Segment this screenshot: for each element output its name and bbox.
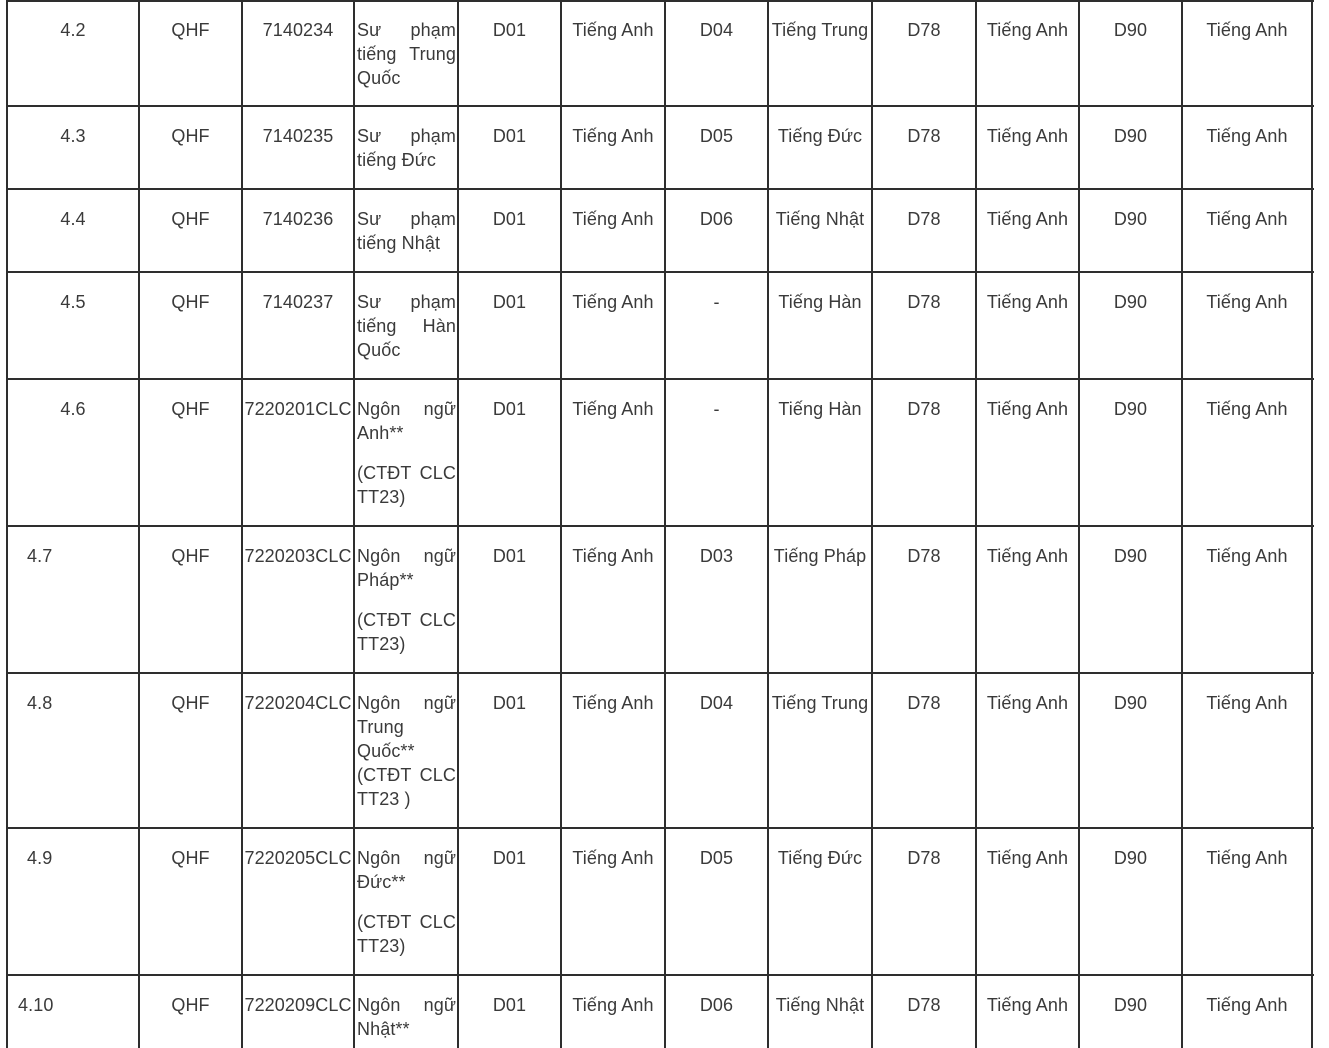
cell-combo-4: D90	[1113, 693, 1148, 713]
cell-subject-3: Tiếng Anh	[986, 399, 1069, 419]
cell-combo-4: D90	[1113, 126, 1148, 146]
cell-stt: 4.8	[27, 693, 53, 713]
cell-subject-4: Tiếng Anh	[1206, 126, 1288, 146]
table-column-border	[1181, 0, 1183, 1048]
cell-subject-4: Tiếng Anh	[1206, 20, 1288, 40]
cell-combo-2: D06	[699, 995, 734, 1015]
cell-subject-3: Tiếng Anh	[986, 995, 1069, 1015]
cell-subject-2: Tiếng Pháp	[773, 546, 867, 566]
cell-combo-2: -	[713, 399, 720, 419]
table-column-border	[975, 0, 977, 1048]
cell-subject-4: Tiếng Anh	[1206, 848, 1288, 868]
cell-combo-3: D78	[907, 126, 941, 146]
cell-combo-1: D01	[492, 546, 527, 566]
cell-combo-1: D01	[492, 126, 527, 146]
cell-combo-1: D01	[492, 399, 527, 419]
cell-subject-2: Tiếng Đức	[777, 126, 863, 146]
major-name-text: Sư phạm tiếng Nhật	[357, 209, 456, 253]
table-row-border	[7, 0, 1314, 2]
table-row-border	[7, 378, 1314, 380]
cell-combo-3: D78	[907, 399, 941, 419]
cell-combo-3: D78	[907, 995, 941, 1015]
cell-major-code: 7140234	[262, 20, 334, 40]
major-name-text: (CTĐT CLC TT23)	[357, 912, 456, 956]
cell-subject-2: Tiếng Trung	[771, 693, 869, 713]
cell-combo-1: D01	[492, 20, 527, 40]
cell-major-name	[357, 691, 456, 811]
cell-stt: 4.2	[60, 20, 86, 40]
table-column-border	[664, 0, 666, 1048]
cell-combo-3: D78	[907, 20, 941, 40]
cell-subject-3: Tiếng Anh	[986, 209, 1069, 229]
cell-combo-1: D01	[492, 995, 527, 1015]
cell-combo-1: D01	[492, 848, 527, 868]
cell-subject-4: Tiếng Anh	[1206, 995, 1288, 1015]
table-column-border	[767, 0, 769, 1048]
cell-combo-1: D01	[492, 209, 527, 229]
cell-combo-3: D78	[907, 693, 941, 713]
cell-major-name	[357, 124, 456, 172]
cell-subject-4: Tiếng Anh	[1206, 209, 1288, 229]
cell-subject-3: Tiếng Anh	[986, 848, 1069, 868]
cell-subject-3: Tiếng Anh	[986, 292, 1069, 312]
table-column-border	[6, 0, 8, 1048]
cell-combo-4: D90	[1113, 546, 1148, 566]
cell-major-name	[357, 290, 456, 362]
cell-major-code: 7220201CLC	[244, 399, 352, 419]
cell-stt: 4.4	[60, 209, 86, 229]
major-name-text: Ngôn ngữ Pháp**	[357, 546, 456, 590]
cell-major-code: 7220205CLC	[244, 848, 352, 868]
cell-stt: 4.9	[27, 848, 53, 868]
table-column-border	[241, 0, 243, 1048]
table-row-border	[7, 827, 1314, 829]
cell-major-name	[357, 846, 456, 958]
cell-subject-1: Tiếng Anh	[572, 20, 654, 40]
table-row-border	[7, 525, 1314, 527]
table-column-border	[457, 0, 459, 1048]
table-column-border	[138, 0, 140, 1048]
cell-combo-2: D06	[699, 209, 734, 229]
cell-major-name	[357, 544, 456, 656]
cell-school-code: QHF	[171, 209, 210, 229]
cell-subject-3: Tiếng Anh	[986, 20, 1069, 40]
cell-school-code: QHF	[171, 126, 210, 146]
cell-school-code: QHF	[171, 848, 210, 868]
cell-school-code: QHF	[171, 693, 210, 713]
cell-subject-2: Tiếng Trung	[771, 20, 869, 40]
cell-major-name	[357, 18, 456, 90]
major-name-text: Ngôn ngữ Đức**	[357, 848, 456, 892]
table-column-border	[1078, 0, 1080, 1048]
cell-combo-4: D90	[1113, 399, 1148, 419]
cell-stt: 4.5	[60, 292, 86, 312]
cell-combo-4: D90	[1113, 209, 1148, 229]
cell-subject-1: Tiếng Anh	[572, 848, 654, 868]
major-name-text: Sư phạm tiếng Hàn Quốc	[357, 292, 456, 360]
table-row-border	[7, 105, 1314, 107]
major-name-text: Ngôn ngữ Trung Quốc** (CTĐT CLC TT23 )	[357, 693, 456, 809]
cell-combo-2: D04	[699, 20, 734, 40]
cell-major-code: 7140237	[262, 292, 334, 312]
cell-subject-2: Tiếng Đức	[777, 848, 863, 868]
cell-combo-3: D78	[907, 848, 941, 868]
table-row-border	[7, 672, 1314, 674]
cell-combo-3: D78	[907, 292, 941, 312]
cell-subject-4: Tiếng Anh	[1206, 292, 1288, 312]
cell-combo-2: -	[713, 292, 720, 312]
cell-subject-2: Tiếng Hàn	[778, 399, 862, 419]
major-name-text: Sư phạm tiếng Trung Quốc	[357, 20, 456, 88]
major-name-text: Ngôn ngữ Anh**	[357, 399, 456, 443]
major-name-text: (CTĐT CLC TT23)	[357, 610, 456, 654]
cell-subject-3: Tiếng Anh	[986, 126, 1069, 146]
cell-stt: 4.6	[60, 399, 86, 419]
table-row-border	[7, 188, 1314, 190]
cell-stt: 4.3	[60, 126, 86, 146]
cell-major-code: 7140236	[262, 209, 334, 229]
cell-subject-4: Tiếng Anh	[1206, 546, 1288, 566]
cell-subject-1: Tiếng Anh	[572, 995, 654, 1015]
cell-subject-4: Tiếng Anh	[1206, 399, 1288, 419]
cell-subject-1: Tiếng Anh	[572, 546, 654, 566]
cell-combo-2: D05	[699, 126, 734, 146]
cell-combo-2: D04	[699, 693, 734, 713]
cell-combo-4: D90	[1113, 995, 1148, 1015]
table-column-border	[560, 0, 562, 1048]
cell-major-name	[357, 397, 456, 509]
cell-combo-1: D01	[492, 693, 527, 713]
cell-combo-3: D78	[907, 209, 941, 229]
cell-major-name	[357, 207, 456, 255]
cell-combo-4: D90	[1113, 292, 1148, 312]
cell-subject-1: Tiếng Anh	[572, 399, 654, 419]
table-row-border	[7, 974, 1314, 976]
cell-combo-4: D90	[1113, 20, 1148, 40]
cell-stt: 4.10	[18, 995, 54, 1015]
cell-school-code: QHF	[171, 546, 210, 566]
table-column-border	[353, 0, 355, 1048]
cell-school-code: QHF	[171, 20, 210, 40]
cell-major-code: 7140235	[262, 126, 334, 146]
cell-school-code: QHF	[171, 292, 210, 312]
cell-subject-4: Tiếng Anh	[1206, 693, 1288, 713]
cell-subject-1: Tiếng Anh	[572, 693, 654, 713]
cell-stt: 4.7	[27, 546, 53, 566]
cell-combo-1: D01	[492, 292, 527, 312]
major-name-text: Ngôn ngữ Nhật**	[357, 995, 456, 1039]
cell-major-name	[357, 993, 456, 1041]
cell-school-code: QHF	[171, 399, 210, 419]
cell-subject-2: Tiếng Nhật	[775, 995, 865, 1015]
cell-major-code: 7220209CLC	[244, 995, 352, 1015]
cell-subject-1: Tiếng Anh	[572, 209, 654, 229]
cell-combo-2: D03	[699, 546, 734, 566]
table-column-border	[1311, 0, 1313, 1048]
cell-combo-2: D05	[699, 848, 734, 868]
cell-subject-2: Tiếng Hàn	[778, 292, 862, 312]
cell-combo-3: D78	[907, 546, 941, 566]
major-name-text: Sư phạm tiếng Đức	[357, 126, 456, 170]
cell-subject-1: Tiếng Anh	[572, 126, 654, 146]
cell-subject-2: Tiếng Nhật	[775, 209, 865, 229]
major-name-text: (CTĐT CLC TT23)	[357, 463, 456, 507]
cell-major-code: 7220203CLC	[244, 546, 352, 566]
cell-subject-3: Tiếng Anh	[986, 546, 1069, 566]
cell-major-code: 7220204CLC	[244, 693, 352, 713]
table-column-border	[871, 0, 873, 1048]
cell-subject-3: Tiếng Anh	[986, 693, 1069, 713]
cell-school-code: QHF	[171, 995, 210, 1015]
cell-combo-4: D90	[1113, 848, 1148, 868]
table-row-border	[7, 271, 1314, 273]
cell-subject-1: Tiếng Anh	[572, 292, 654, 312]
